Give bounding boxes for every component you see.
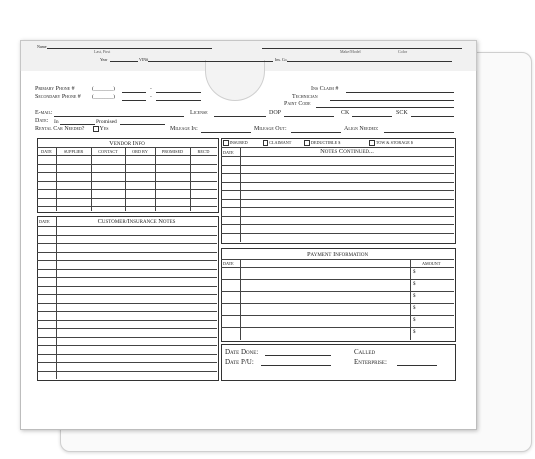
notes-cont-header-line <box>221 156 454 157</box>
ins-co-line <box>287 61 452 62</box>
secondary-phone-line-2 <box>156 100 201 101</box>
notes-cont-row-line <box>221 165 454 166</box>
sck-line <box>411 116 454 117</box>
rental-yes-checkbox[interactable] <box>93 126 99 132</box>
insurance-checks-row <box>223 140 413 146</box>
date-in-label: In <box>54 119 59 125</box>
license-label: License <box>190 110 208 116</box>
make-model-caption: Make/Model <box>340 49 361 54</box>
vendor-column-divider <box>125 147 126 211</box>
payment-row-line <box>221 303 454 304</box>
dop-label: DOP <box>269 110 282 116</box>
insured-label: INSURED <box>229 140 248 145</box>
payment-row-line <box>221 291 454 292</box>
vendor-column-divider <box>56 147 57 211</box>
secondary-phone-dash: - <box>150 94 152 100</box>
payment-dollar-sign: $ <box>413 270 416 275</box>
payment-dollar-sign: $ <box>413 282 416 287</box>
notes-cont-title: Notes Continued... <box>320 148 374 155</box>
payment-date-header: DATE <box>223 261 234 266</box>
customer-notes-row-line <box>37 294 217 295</box>
customer-notes-row-line <box>37 354 217 355</box>
notes-cont-row-line <box>221 207 454 208</box>
vendor-column-header: DATE <box>41 149 52 154</box>
ins-claim-line <box>346 92 454 93</box>
ck-label: CK <box>341 110 350 116</box>
notes-cont-row-line <box>221 199 454 200</box>
payment-amount-header: AMOUNT <box>422 261 441 266</box>
year-line <box>110 61 138 62</box>
deductible-checkbox[interactable] <box>304 140 310 146</box>
rental-yes[interactable] <box>93 126 109 133</box>
customer-notes-date-divider <box>56 216 57 379</box>
license-line <box>214 116 266 117</box>
customer-notes-row-line <box>37 269 217 270</box>
payment-header-line <box>221 267 454 268</box>
vin-line <box>148 61 273 62</box>
name-label: Name <box>37 44 47 49</box>
payment-divider <box>221 259 454 260</box>
email-line <box>54 116 184 117</box>
customer-notes-header-line <box>37 226 217 227</box>
primary-phone-label: Primary Phone # <box>35 86 75 92</box>
customer-notes-title: Customer/Insurance Notes <box>97 218 176 225</box>
date-promised-label: Promised <box>96 119 117 125</box>
mileage-in-label: Mileage In: <box>170 126 198 132</box>
vendor-column-divider <box>190 147 191 211</box>
notes-cont-date-divider <box>240 147 241 242</box>
notes-cont-row-line <box>221 182 454 183</box>
primary-phone-area: (_______) <box>92 86 115 92</box>
make-model-line <box>262 48 462 49</box>
customer-notes-row-line <box>37 286 217 287</box>
align-line <box>384 132 454 133</box>
vendor-row-line <box>37 172 217 173</box>
date-pu-line <box>261 365 331 366</box>
date-done-line <box>265 355 331 356</box>
tow-storage-checkbox[interactable] <box>369 140 375 146</box>
vendor-row-line <box>37 164 217 165</box>
payment-row-line <box>221 315 454 316</box>
vendor-column-divider <box>155 147 156 211</box>
customer-notes-row-line <box>37 328 217 329</box>
customer-notes-row-line <box>37 337 217 338</box>
payment-dollar-sign: $ <box>413 294 416 299</box>
ck-line <box>352 116 392 117</box>
payment-row-line <box>221 279 454 280</box>
vin-label: VIN# <box>139 57 149 62</box>
year-label: Year <box>100 57 108 62</box>
customer-notes-row-line <box>37 371 217 372</box>
vendor-row-line <box>37 206 217 207</box>
payment-dollar-sign: $ <box>413 306 416 311</box>
vendor-row-line <box>37 189 217 190</box>
rental-label: Rental Car Needed? <box>35 126 85 132</box>
vendor-column-divider <box>91 147 92 211</box>
called-label: Called <box>354 348 376 356</box>
date-in-line <box>60 124 95 125</box>
tow-storage-label: TOW & STORAGE $ <box>375 140 413 145</box>
deductible-label: DEDUCTIBLE $ <box>310 140 341 145</box>
date-pu-label: Date P/U: <box>225 358 254 366</box>
insured-checkbox[interactable] <box>223 140 229 146</box>
vendor-info-title: Vendor Info <box>109 140 145 147</box>
last-first-caption: Last, First <box>94 49 111 54</box>
customer-notes-row-line <box>37 243 217 244</box>
rental-yes-label: Yes <box>99 126 109 133</box>
notes-cont-row-line <box>221 190 454 191</box>
date-done-label: Date Done: <box>225 348 259 356</box>
dop-line <box>284 116 334 117</box>
customer-notes-table <box>37 216 219 381</box>
enterprise-line <box>397 365 437 366</box>
notes-cont-row-line <box>221 173 454 174</box>
primary-phone-line-2 <box>156 92 201 93</box>
paint-code-label: Paint Code <box>284 101 311 107</box>
email-label: E-mail: <box>35 110 53 116</box>
payment-title: Payment Information <box>306 251 369 258</box>
date-label: Date: <box>35 118 49 124</box>
claimant-checkbox[interactable] <box>263 140 269 146</box>
vendor-column-header: CONTACT <box>98 149 118 154</box>
mileage-out-label: Mileage Out: <box>254 126 287 132</box>
ins-co-label: Ins. Co. <box>275 57 288 62</box>
customer-notes-row-line <box>37 311 217 312</box>
vendor-row-line <box>37 155 217 156</box>
paint-code-line <box>316 107 454 108</box>
secondary-phone-line-1 <box>122 100 146 101</box>
vendor-row-line <box>37 198 217 199</box>
notes-cont-date-header: DATE <box>223 150 234 155</box>
primary-phone-line-1 <box>122 92 146 93</box>
vendor-column-header: ORD BY <box>132 149 148 154</box>
sck-label: SCK <box>396 110 408 116</box>
date-promised-line <box>120 124 165 125</box>
customer-notes-row-line <box>37 320 217 321</box>
vendor-row-line <box>37 181 217 182</box>
customer-notes-row-line <box>37 345 217 346</box>
payment-dollar-sign: $ <box>413 318 416 323</box>
mileage-out-line <box>291 132 341 133</box>
ins-claim-label: Ins Claim # <box>311 86 339 92</box>
notes-cont-row-line <box>221 224 454 225</box>
secondary-phone-area: (_______) <box>92 94 115 100</box>
notes-cont-row-line <box>221 233 454 234</box>
payment-row-line <box>221 327 454 328</box>
align-label: Align Needed: <box>344 126 379 132</box>
primary-phone-dash: - <box>150 86 152 92</box>
technician-label: Technician <box>292 94 318 100</box>
claimant-label: CLAIMANT <box>269 140 292 145</box>
vendor-column-header: REC'D <box>197 149 210 154</box>
enterprise-label: Enterprise: <box>354 358 387 366</box>
technician-line <box>330 100 454 101</box>
customer-notes-row-line <box>37 362 217 363</box>
customer-notes-row-line <box>37 277 217 278</box>
customer-notes-row-line <box>37 303 217 304</box>
secondary-phone-label: Secondary Phone # <box>35 94 81 100</box>
payment-dollar-sign: $ <box>413 330 416 335</box>
mileage-in-line <box>201 132 251 133</box>
vendor-column-header: SUPPLIER <box>63 149 84 154</box>
name-line <box>47 48 212 49</box>
customer-notes-row-line <box>37 235 217 236</box>
customer-notes-date-header: DATE <box>39 219 50 224</box>
customer-notes-row-line <box>37 260 217 261</box>
customer-notes-row-line <box>37 252 217 253</box>
color-caption: Color <box>398 49 408 54</box>
vendor-column-header: PROMISED <box>161 149 184 154</box>
notes-cont-row-line <box>221 216 454 217</box>
